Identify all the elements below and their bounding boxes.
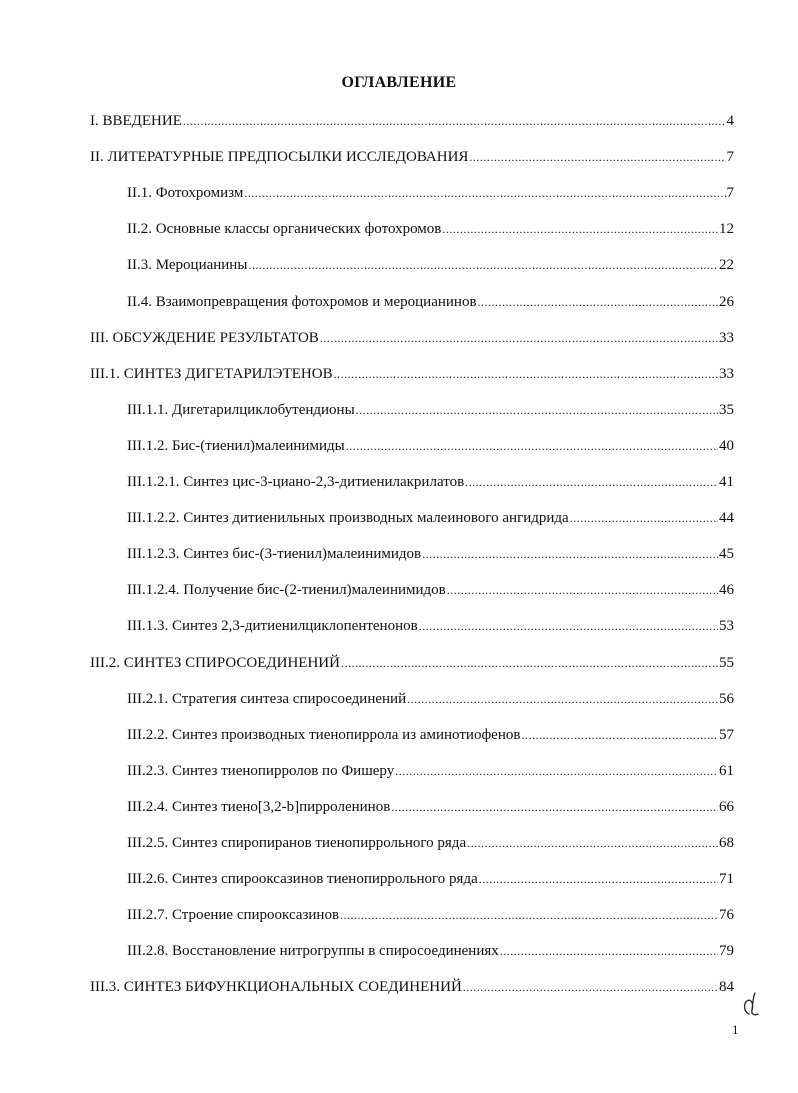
toc-leader-dots: [447, 581, 718, 599]
toc-entry-label: III.2.2. Синтез производных тиенопиррола из аминотиофенов: [127, 726, 521, 743]
toc-entry-label: III.2.8. Восстановление нитрогруппы в спиросоединениях: [127, 943, 499, 960]
toc-entry: [127, 798, 734, 816]
toc-leader-dots: [442, 220, 718, 238]
toc-entry-page: 26: [719, 293, 734, 310]
toc-entry-page: 33: [719, 365, 734, 382]
toc-leader-dots: [341, 654, 718, 672]
toc-entry-page: 35: [719, 401, 734, 418]
toc-entry-label: III.1.2.4. Получение бис-(2-тиенил)малеинимидов: [127, 582, 446, 599]
toc-entry: [127, 184, 734, 202]
toc-leader-dots: [244, 184, 725, 202]
toc-entry-label: I. ВВЕДЕНИЕ: [90, 113, 182, 129]
toc-entry-label: III.1.2. Бис-(тиенил)малеинимиды: [127, 437, 345, 454]
toc-entry-page: 61: [719, 762, 734, 779]
toc-entry: [127, 617, 734, 635]
toc-entry-page: 45: [719, 546, 734, 563]
toc-entry-label: III.1.2.1. Синтез цис-3-циано-2,3-дитиенилакрилатов: [127, 474, 465, 490]
toc-entry: [127, 870, 734, 888]
toc-entry-page: 55: [719, 654, 734, 671]
toc-entry-page: 76: [719, 907, 734, 924]
toc-entry-label: II.3. Мероцианины: [127, 257, 248, 274]
toc-leader-dots: [183, 112, 726, 130]
toc-entry: [90, 654, 734, 672]
toc-entry: [127, 256, 734, 274]
toc-entry-page: 46: [719, 582, 734, 599]
toc-leader-dots: [422, 545, 718, 563]
toc-leader-dots: [395, 762, 718, 780]
toc-entry-page: 41: [719, 474, 734, 490]
toc-entry-label: III.3. СИНТЕЗ БИФУНКЦИОНАЛЬНЫХ СОЕДИНЕНИЙ: [90, 979, 462, 996]
toc-entry-label: II.1. Фотохромизм: [127, 185, 244, 202]
toc-entry: [127, 762, 734, 780]
toc-entry-label: III.2. СИНТЕЗ СПИРОСОЕДИНЕНИЙ: [90, 654, 340, 671]
toc-entry: [90, 329, 734, 347]
toc-leader-dots: [334, 365, 718, 383]
toc-leader-dots: [320, 329, 718, 347]
toc-entry-label: III.2.7. Строение спирооксазинов: [127, 907, 340, 924]
toc-entry-page: 7: [726, 185, 734, 202]
toc-entry-page: 33: [719, 329, 734, 346]
toc-entry: [127, 545, 734, 563]
toc-leader-dots: [340, 906, 718, 924]
toc-entry-label: III. ОБСУЖДЕНИЕ РЕЗУЛЬТАТОВ: [90, 329, 319, 346]
toc-entry: [127, 690, 734, 708]
toc-entry: [127, 401, 734, 419]
toc-leader-dots: [391, 798, 718, 816]
page-number: 1: [732, 1022, 739, 1037]
toc-leader-dots: [500, 942, 718, 960]
toc-entry-label: III.2.4. Синтез тиено[3,2-b]пирроленинов: [127, 798, 391, 815]
toc-leader-dots: [465, 473, 718, 491]
handwritten-mark: [740, 990, 770, 1020]
toc-leader-dots: [419, 617, 718, 635]
toc-leader-dots: [478, 293, 718, 311]
toc-leader-dots: [479, 870, 718, 888]
toc-entry-label: III.1.2.2. Синтез дитиенильных производных малеинового ангидрида: [127, 510, 569, 527]
toc-leader-dots: [463, 978, 718, 996]
toc-leader-dots: [521, 726, 718, 744]
toc-entry: [127, 834, 734, 852]
toc-entry-page: 56: [719, 690, 734, 707]
toc-entry-page: 71: [719, 871, 734, 888]
toc-entry-page: 84: [719, 979, 734, 996]
toc-leader-dots: [467, 834, 718, 852]
toc-entry: [127, 509, 734, 527]
toc-entry-label: III.1.1. Дигетарилциклобутендионы: [127, 401, 355, 418]
toc-entry-label: III.2.3. Синтез тиенопирролов по Фишеру: [127, 762, 395, 779]
toc-entry: [90, 112, 734, 130]
toc-entry-page: 66: [719, 798, 734, 815]
toc-entry-page: 44: [719, 510, 734, 527]
toc-entry-page: 68: [719, 835, 734, 851]
toc-entry: [127, 942, 734, 960]
toc-entry-page: 7: [726, 149, 734, 166]
toc-leader-dots: [469, 148, 725, 166]
toc-entry-label: III.2.5. Синтез спиропиранов тиенопиррольного ряда: [127, 835, 467, 851]
toc-leader-dots: [356, 401, 718, 419]
toc-entry-label: III.2.1. Стратегия синтеза спиросоединений: [127, 690, 407, 707]
toc-entry-page: 53: [719, 618, 734, 635]
toc-leader-dots: [248, 256, 718, 274]
toc-entry-label: II.4. Взаимопревращения фотохромов и мероцианинов: [127, 293, 477, 310]
toc-entry: [127, 726, 734, 744]
toc-entry-label: III.1.2.3. Синтез бис-(3-тиенил)малеинимидов: [127, 546, 422, 563]
toc-entry: [127, 473, 734, 491]
page-title: ОГЛАВЛЕНИЕ: [341, 74, 457, 91]
toc-leader-dots: [570, 509, 718, 527]
toc-entry-page: 57: [719, 726, 734, 743]
toc-entry: [127, 581, 734, 599]
toc-entry-label: II.2. Основные классы органических фотохромов: [127, 221, 442, 238]
toc-entry: [127, 906, 734, 924]
toc-entry-page: 22: [719, 257, 734, 274]
toc-leader-dots: [407, 690, 718, 708]
toc-entry-page: 4: [726, 113, 734, 129]
toc-entry-label: III.2.6. Синтез спирооксазинов тиенопиррольного ряда: [127, 871, 478, 888]
toc-entry-page: 12: [719, 221, 734, 238]
toc-leader-dots: [346, 437, 718, 455]
toc-entry-label: II. ЛИТЕРАТУРНЫЕ ПРЕДПОСЫЛКИ ИССЛЕДОВАНИЯ: [90, 149, 469, 166]
toc-entry: [90, 365, 734, 383]
toc-entry-page: 79: [719, 943, 734, 960]
toc-entry-label: III.1.3. Синтез 2,3-дитиенилциклопентенонов: [127, 618, 418, 635]
toc-entry: [127, 220, 734, 238]
toc-entry: [127, 293, 734, 311]
toc-entry: [90, 148, 734, 166]
toc-entry: [90, 978, 734, 996]
toc-entry-page: 40: [719, 437, 734, 454]
toc-entry-label: III.1. СИНТЕЗ ДИГЕТАРИЛЭТЕНОВ: [90, 365, 333, 382]
toc-entry: [127, 437, 734, 455]
